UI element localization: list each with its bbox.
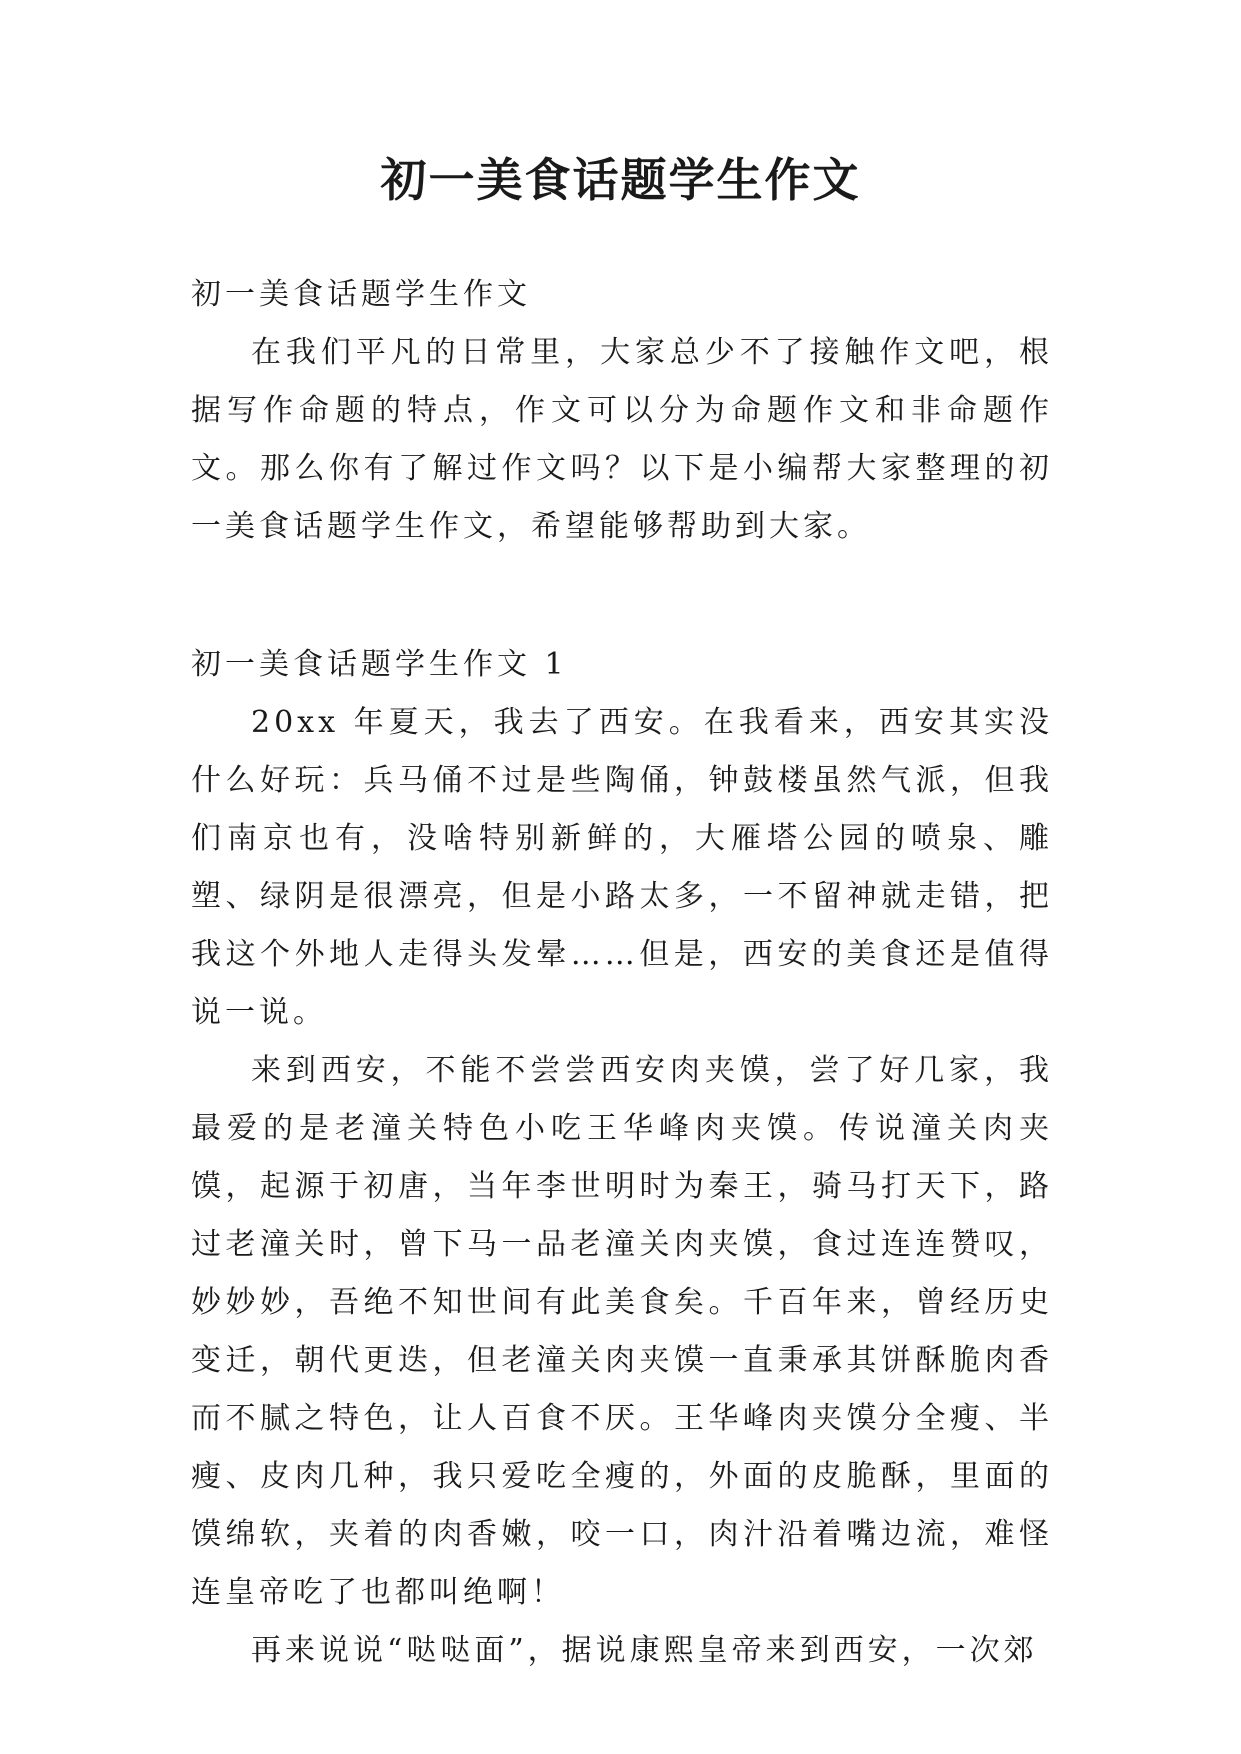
- essay-1-heading: 初一美食话题学生作文 1: [191, 647, 568, 682]
- essay-1-section: [191, 636, 1053, 1680]
- essay-1-paragraph: 20xx 年夏天，我去了西安。在我看来，西安其实没什么好玩：兵马俑不过是些陶俑，钟鼓楼虽然气派，但我们南京也有，没啥特别新鲜的，大雁塔公园的喷泉、雕塑、绿阴是很漂亮，但是小路太多，一不留神就走错，把我这个外地人走得头发晕……但是，西安的美食还是值得说一说。: [191, 705, 1053, 1030]
- essay-1-paragraph: 来到西安，不能不尝尝西安肉夹馍，尝了好几家，我最爱的是老潼关特色小吃王华峰肉夹馍。传说潼关肉夹馍，起源于初唐，当年李世明时为秦王，骑马打天下，路过老潼关时，曾下马一品老潼关肉夹馍，食过连连赞叹，妙妙妙，吾绝不知世间有此美食矣。千百年来，曾经历史变迁，朝代更迭，但老潼关肉夹馍一直秉承其饼酥脆肉香而不腻之特色，让人百食不厌。王华峰肉夹馍分全瘦、半瘦、皮肉几种，我只爱吃全瘦的，外面的皮脆酥，里面的馍绵软，夹着的肉香嫩，咬一口，肉汁沿着嘴边流，难怪连皇帝吃了也都叫绝啊！: [191, 1053, 1053, 1610]
- document-title: 初一美食话题学生作文: [380, 153, 861, 207]
- essay-1-paragraph: 再来说说“哒哒面”，据说康熙皇帝来到西安，一次郊: [251, 1633, 1038, 1668]
- intro-heading: 初一美食话题学生作文: [191, 277, 531, 312]
- intro-section: [191, 266, 1053, 556]
- intro-paragraph: 在我们平凡的日常里，大家总少不了接触作文吧，根据写作命题的特点，作文可以分为命题作文和非命题作文。那么你有了解过作文吗？以下是小编帮大家整理的初一美食话题学生作文，希望能够帮助到大家。: [191, 335, 1053, 544]
